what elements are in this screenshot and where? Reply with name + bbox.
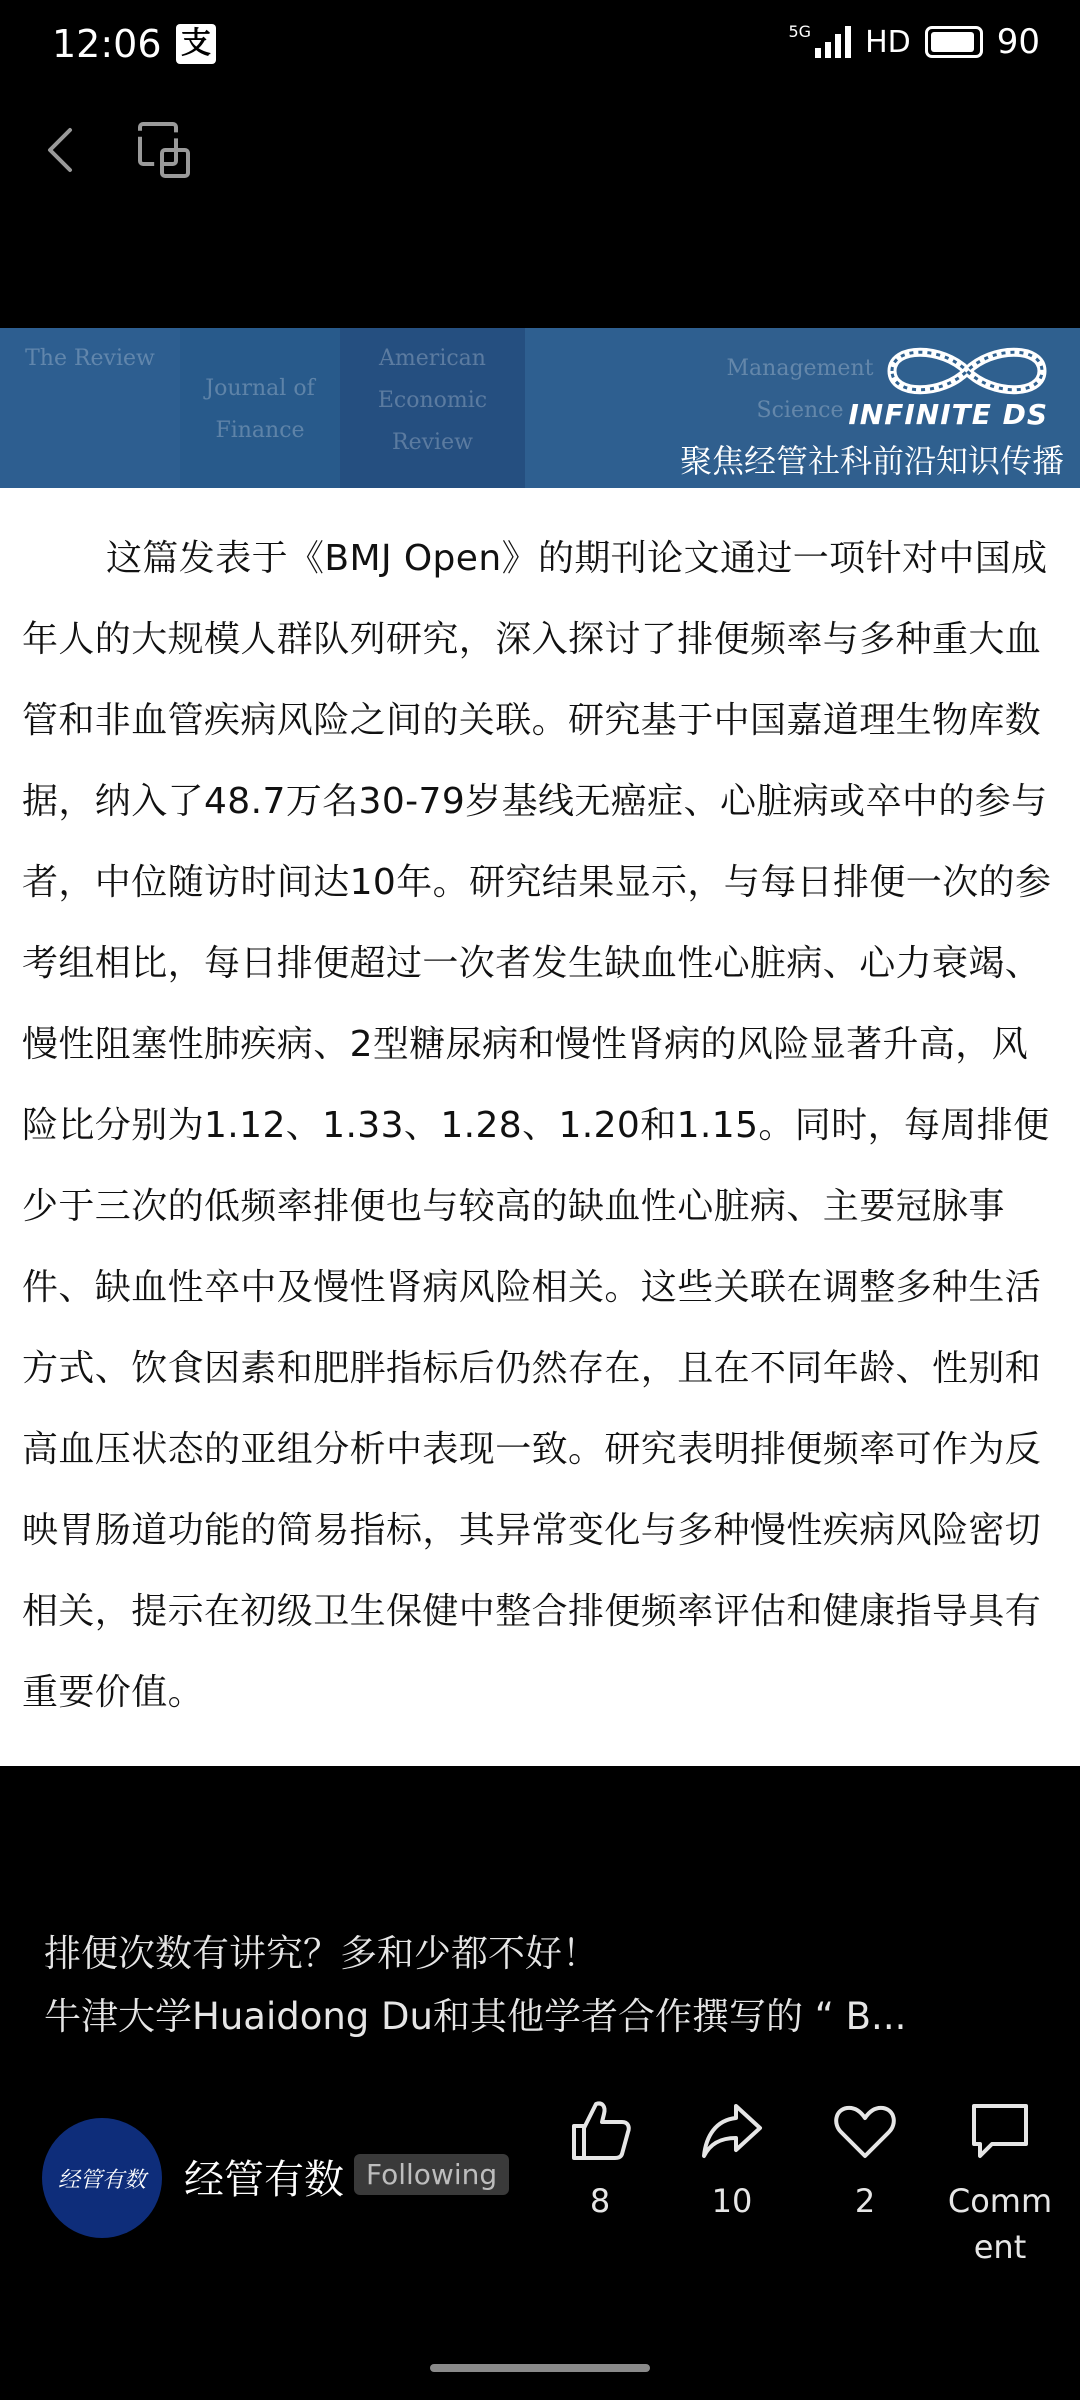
window-icon[interactable] xyxy=(136,120,192,180)
signal-icon xyxy=(815,26,851,58)
comment-button[interactable] xyxy=(940,2096,1060,2270)
brand-slogan: 聚焦经管社科前沿知识传播 xyxy=(679,442,1064,480)
article-body-text: 这篇发表于《BMJ Open》的期刊论文通过一项针对中国成年人的大规模人群队列研究，深入探讨了排便频率与多种重大血管和非血管疾病风险之间的关联。研究基于中国嘉道理生物库数据，纳入了48.7万名30-79岁基线无癌症、心脏病或卒中的参与者，中位随访时间达10年。研究结果显示，与每日排便一次的参考组相比，每日排便超过一次者发生缺血性心脏病、心力衰竭、慢性阻塞性肺疾病、2型糖尿病和慢性肾病的风险显著升高，风险比分别为1.12、1.33、1.28、1.20和1.15。同时，每周排便少于三次的低频率排便也与较高的缺血性心脏病、主要冠脉事件、缺血性卒中及慢性肾病风险相关。这些关联在调整多种生活方式、饮食因素和肥胖指标后仍然存在，且在不同年龄、性别和高血压状态的亚组分析中表现一致。研究表明排便频率可作为反映胃肠道功能的简易指标，其异常变化与多种慢性疾病风险密切相关，提示在初级卫生保健中整合排便频率评估和健康指导具有重要价值。 xyxy=(22,538,1052,1713)
hd-label: HD xyxy=(865,24,911,60)
home-indicator[interactable] xyxy=(430,2364,650,2372)
status-time: 12:06 xyxy=(52,22,162,66)
alipay-notification-icon: 支 xyxy=(176,24,216,64)
avatar[interactable]: 经管有数 xyxy=(42,2118,162,2238)
journal-cover-2: Journal of Finance xyxy=(205,376,315,443)
brand-name: INFINITE DS xyxy=(848,398,1048,431)
thumbs-up-icon xyxy=(566,2096,634,2164)
journal-cover-3: American Economic Review xyxy=(377,346,488,455)
share-count: 10 xyxy=(711,2182,753,2220)
favorite-count: 2 xyxy=(854,2182,876,2220)
like-button[interactable] xyxy=(540,2096,660,2224)
article-image[interactable] xyxy=(0,328,1080,1766)
favorite-button[interactable] xyxy=(805,2096,925,2224)
comment-bubble-icon xyxy=(966,2096,1034,2164)
author-name[interactable]: 经管有数 xyxy=(184,2157,344,2203)
top-nav xyxy=(0,110,1080,190)
status-indicators xyxy=(788,22,1040,62)
heart-icon xyxy=(831,2096,899,2164)
status-bar xyxy=(0,0,1080,90)
article-banner xyxy=(0,328,1080,488)
network-label: 5G xyxy=(788,22,812,41)
comment-label: Comm ent xyxy=(947,2182,1053,2266)
post-excerpt: 牛津大学Huaidong Du和其他学者合作撰写的 “ B... xyxy=(44,1995,907,2038)
back-icon[interactable] xyxy=(34,122,90,178)
following-badge[interactable]: Following xyxy=(354,2154,509,2195)
post-caption[interactable] xyxy=(44,1922,1044,2048)
post-title: 排便次数有讲究？多和少都不好！ xyxy=(44,1932,599,1975)
share-button[interactable] xyxy=(672,2096,792,2224)
battery-icon xyxy=(925,26,983,58)
share-arrow-icon xyxy=(698,2096,766,2164)
battery-level: 90 xyxy=(996,22,1040,62)
journal-cover-5: Management Science xyxy=(726,356,874,423)
infinity-logo-icon xyxy=(872,336,1062,406)
journal-cover-1: The Review xyxy=(25,346,155,371)
like-count: 8 xyxy=(589,2182,611,2220)
